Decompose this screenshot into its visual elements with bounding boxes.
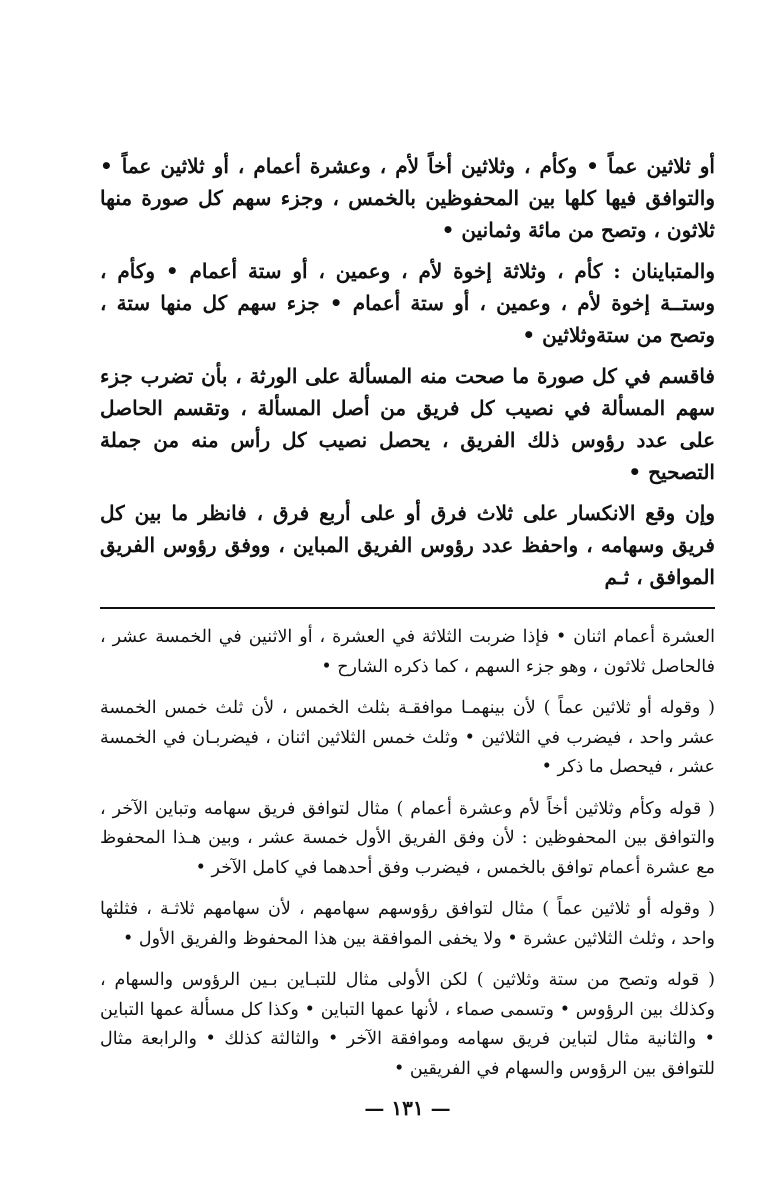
main-paragraph-1: أو ثلاثين عماً • وكأم ، وثلاثين أخاً لأم ، وعشرة أعمام ، أو ثلاثين عماً • والتوافق فيها كلها بين المحفوظين بالخمس ، وجزء سهم كل صورة منها ثلاثون ، وتصح من مائة وثمانين •	[100, 154, 715, 242]
footnote-paragraph-2: ( وقوله أو ثلاثين عماً ) لأن بينهمـا موافقـة بثلث الخمس ، لأن ثلث خمس الخمسة عشر واحد ، فيضرب في الثلاثين • وثلث خمس الثلاثين اثنان ، فيضربـان في الخمسة عشر ، فيحصل ما ذكر •	[100, 698, 715, 777]
footnote-paragraph-5: ( قوله وتصح من ستة وثلاثين ) لكن الأولى مثال للتبـاين بـين الرؤوس والسهام ، وكذلك بين الرؤوس • وتسمى صماء ، لأنها عمها التباين • وكذا كل مسألة عمها التباين • والثانية مثال لتباين فريق سهامه وموافقة الآخر • والثالثة كذلك • والرابعة مثال للتوافق بين الرؤوس والسهام في الفريقين •	[100, 970, 715, 1079]
main-text	[100, 150, 715, 593]
footnote-divider	[100, 607, 715, 609]
main-paragraph-3: فاقسم في كل صورة ما صحت منه المسألة على الورثة ، بأن تضرب جزء سهم المسألة في نصيب كل فريق من أصل المسألة ، وتقسم الحاصل على عدد رؤوس ذلك الفريق ، يحصل نصيب كل رأس منه من جملة التصحيح •	[100, 364, 715, 484]
footnote-paragraph-1: العشرة أعمام اثنان • فإذا ضربت الثلاثة في العشرة ، أو الاثنين في الخمسة عشر ، فالحاصل ثلاثون ، وهو جزء السهم ، كما ذكره الشارح •	[100, 627, 715, 677]
main-paragraph-4: وإن وقع الانكسار على ثلاث فرق أو على أربع فرق ، فانظر ما بين كل فريق وسهامه ، واحفظ عدد رؤوس الفريق المباين ، ووفق رؤوس الفريق الموافق ، ثـم	[100, 501, 715, 589]
footnotes	[100, 623, 715, 1084]
page-number: — ١٣١ —	[364, 1096, 451, 1120]
footnote-paragraph-4: ( وقوله أو ثلاثين عماً ) مثال لتوافق رؤوسهم سهامهم ، لأن سهامهم ثلاثـة ، فثلثها واحد ، وثلث الثلاثين عشرة • ولا يخفى الموافقة بين هذا المحفوظ والفريق الأول •	[100, 899, 715, 949]
book-page	[100, 150, 715, 1120]
main-paragraph-2: والمتباينان : كأم ، وثلاثة إخوة لأم ، وعمين ، أو ستة أعمام • وكأم ، وستــة إخوة لأم ، وعمين ، أو ستة أعمام • جزء سهم كل منها ستة ، وتصح من ستةوثلاثين •	[100, 259, 715, 347]
footnote-paragraph-3: ( قوله وكأم وثلاثين أخاً لأم وعشرة أعمام ) مثال لتوافق فريق سهامه وتباين الآخر ، والتوافق بين المحفوظين : لأن وفق الفريق الأول خمسة عشر ، وبين هـذا المحفوظ مع عشرة أعمام توافق بالخمس ، فيضرب وفق أحدهما في كامل الآخر •	[100, 798, 715, 878]
